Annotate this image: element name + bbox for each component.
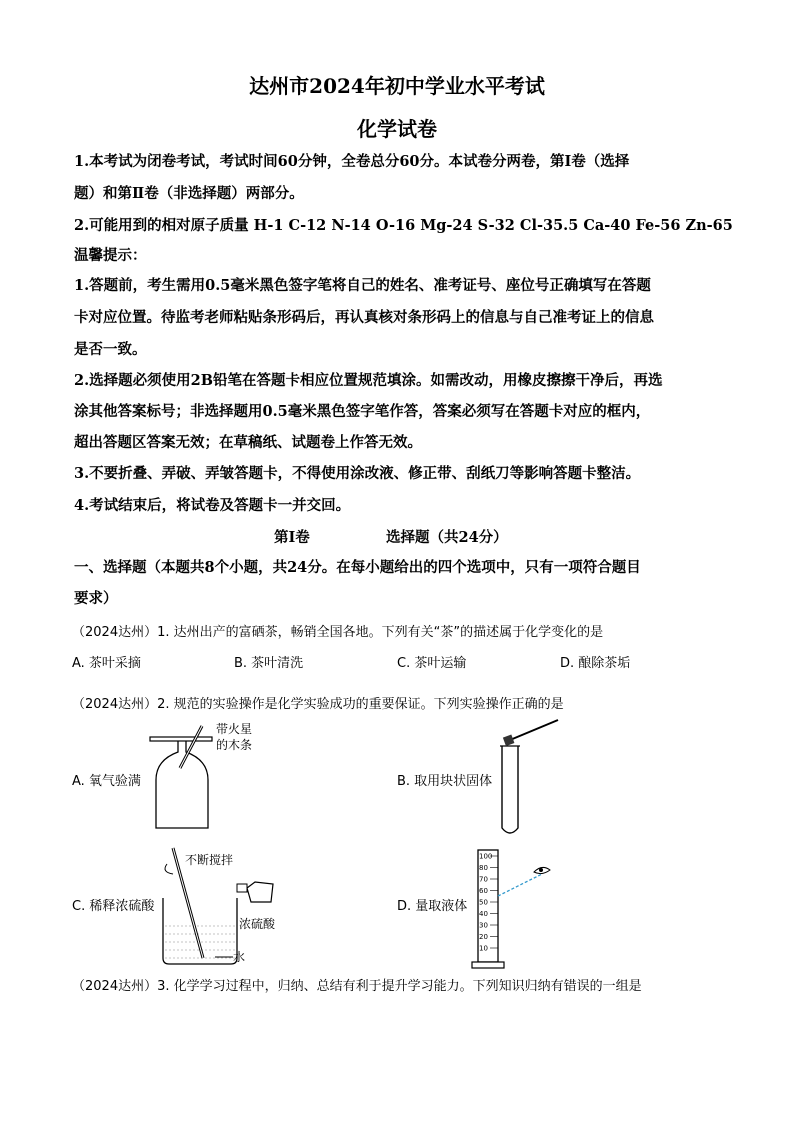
oxygen-test-figure <box>148 720 258 835</box>
cylinder-tick-label: 70 <box>479 875 488 884</box>
cylinder-tick-label: 80 <box>479 864 488 872</box>
cylinder-tick-label: 50 <box>479 898 488 907</box>
cylinder-tick-label: 30 <box>479 921 488 930</box>
option-d: D. 量取液体 <box>397 899 468 914</box>
cylinder-figure <box>470 846 560 974</box>
note-line: 3.不要折叠、弄破、弄皱答题卡，不得使用涂改液、修正带、刮纸刀等影响答题卡整洁。 <box>74 465 641 482</box>
option-c: C. 茶叶运输 <box>397 656 467 671</box>
stir-label: 不断搅拌 <box>185 853 234 867</box>
section-instruction: 一、选择题（本题共8个小题，共24分。在每小题给出的四个选项中，只有一项符合题目 <box>74 559 641 576</box>
note-line: 超出答题区答案无效；在草稿纸、试题卷上作答无效。 <box>74 434 422 451</box>
cylinder-tick-label: 60 <box>479 887 488 895</box>
option-a: A. 茶叶采摘 <box>72 656 141 671</box>
cylinder-tick-label: 40 <box>479 910 488 918</box>
glass-plate <box>150 737 212 741</box>
part-label: 第Ⅰ卷 <box>274 529 310 546</box>
beaker <box>163 898 237 964</box>
water-label: 水 <box>233 950 246 964</box>
splint-label: 带火星 <box>216 722 253 736</box>
note-line: 卡对应位置。待监考老师粘贴条形码后，再认真核对条形码上的信息与自己准考证上的信息 <box>74 309 654 326</box>
cylinder-tick-label: 20 <box>479 933 488 941</box>
test-tube <box>502 746 518 833</box>
part-title: 选择题（共24分） <box>386 529 508 546</box>
note-line: 2.可能用到的相对原子质量 H-1 C-12 N-14 O-16 Mg-24 S-32 Cl-35.5 Ca-40 Fe-56 Zn-65 <box>74 217 733 234</box>
acid-bottle <box>247 882 273 902</box>
splint-label: 的木条 <box>216 738 253 752</box>
question-stem: （2024达州）2. 规范的实验操作是化学实验成功的重要保证。下列实验操作正确的是 <box>72 697 564 712</box>
acid-label: 浓硫酸 <box>239 917 276 931</box>
dilute-acid-figure <box>155 842 295 972</box>
note-line: 1.本考试为闭卷考试，考试时间60分钟，全卷总分60分。本试卷分两卷，第Ⅰ卷（选择 <box>74 153 630 170</box>
exam-title: 达州市2024年初中学业水平考试 <box>249 74 545 98</box>
option-c: C. 稀释浓硫酸 <box>72 899 155 914</box>
note-line: 1.答题前，考生需用0.5毫米黑色签字笔将自己的姓名、准考证号、座位号正确填写在答题 <box>74 277 651 294</box>
note-line: 4.考试结束后，将试卷及答题卡一并交回。 <box>74 497 351 514</box>
option-b: B. 取用块状固体 <box>397 774 493 789</box>
exam-subtitle: 化学试卷 <box>357 117 437 141</box>
sight-line <box>498 874 542 896</box>
option-d: D. 酿除茶垢 <box>560 656 631 671</box>
note-line: 是否一致。 <box>74 341 147 358</box>
option-b: B. 茶叶清洗 <box>234 656 304 671</box>
note-line: 题）和第Ⅱ卷（非选择题）两部分。 <box>74 185 304 202</box>
section-instruction: 要求） <box>74 590 118 607</box>
solid-block <box>503 735 515 747</box>
note-line: 涂其他答案标号；非选择题用0.5毫米黑色签字笔作答，答案必须写在答题卡对应的框内， <box>74 403 651 420</box>
cylinder-tick-label: 10 <box>479 944 488 953</box>
solid-sample-figure <box>490 716 570 840</box>
option-a: A. 氧气验满 <box>72 774 141 789</box>
cylinder-tick-label: 100 <box>479 852 493 861</box>
question-stem: （2024达州）1. 达州出产的富硒茶，畅销全国各地。下列有关“茶”的描述属于化学变化的是 <box>72 625 604 640</box>
note-line: 温馨提示： <box>74 247 147 264</box>
note-line: 2.选择题必须使用2B铅笔在答题卡相应位置规范填涂。如需改动，用橡皮擦擦干净后，再选 <box>74 372 663 389</box>
tweezers <box>510 720 558 740</box>
question-stem: （2024达州）3. 化学学习过程中，归纳、总结有利于提升学习能力。下列知识归纳有错误的一组是 <box>72 979 642 994</box>
